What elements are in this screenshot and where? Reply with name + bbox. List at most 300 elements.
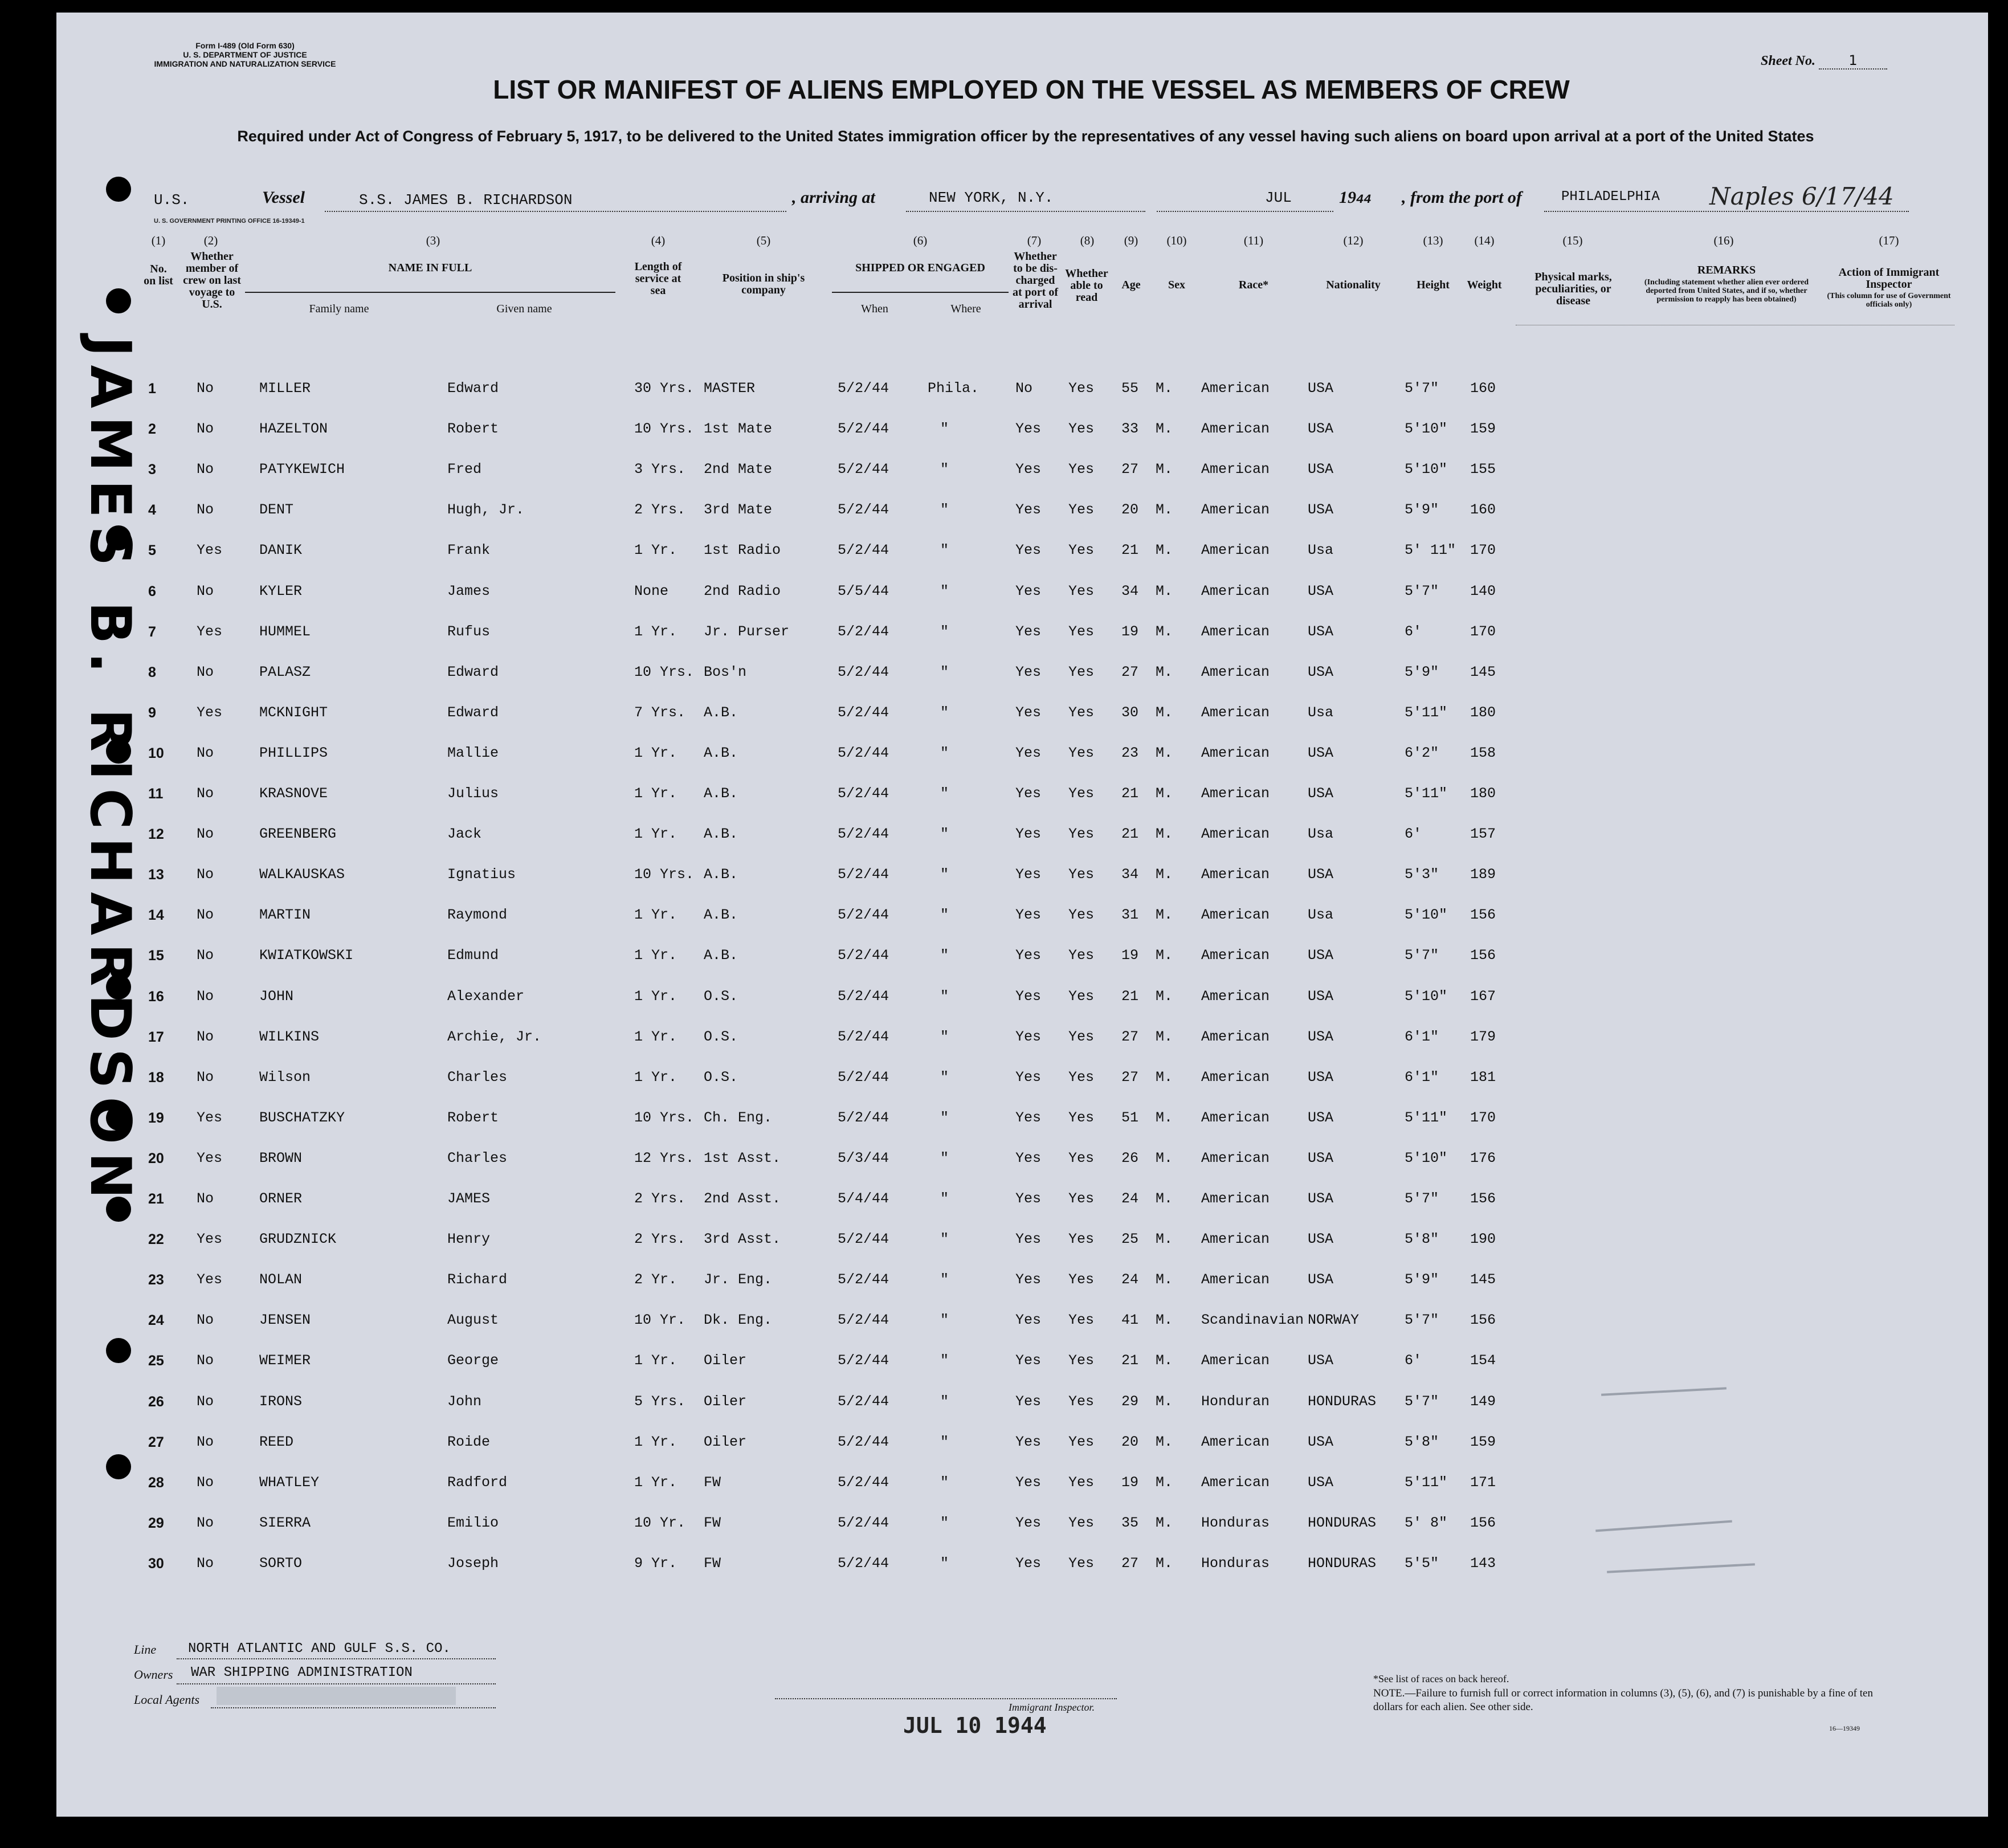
- position-cell: 2nd Radio: [704, 582, 781, 599]
- vessel-label: Vessel: [262, 188, 305, 207]
- col-num: (6): [913, 234, 928, 247]
- table-row: [0, 1268, 1932, 1308]
- table-row: [0, 539, 1932, 579]
- given-name-cell: Mallie: [447, 744, 499, 761]
- nationality-cell: HONDURAS: [1308, 1393, 1377, 1410]
- shipped-where-cell: ": [940, 1271, 949, 1288]
- arriving-label: , arriving at: [792, 188, 875, 207]
- service-length-cell: 9 Yr.: [634, 1555, 678, 1572]
- given-name-cell: Ignatius: [447, 866, 516, 883]
- sex-cell: M.: [1156, 421, 1173, 438]
- age-cell: 51: [1121, 1109, 1139, 1126]
- height-cell: 5'7": [1405, 947, 1439, 964]
- position-cell: A.B.: [704, 866, 738, 883]
- given-name-cell: Joseph: [447, 1555, 499, 1572]
- given-name-cell: Rufus: [447, 623, 491, 640]
- weight-cell: 160: [1470, 380, 1496, 397]
- shipped-where-cell: ": [940, 988, 949, 1005]
- given-name-cell: JAMES: [447, 1190, 491, 1207]
- race-cell: Honduras: [1201, 1514, 1270, 1531]
- sex-cell: M.: [1156, 1433, 1173, 1450]
- age-cell: 55: [1121, 380, 1139, 397]
- shipped-where-cell: ": [940, 1393, 949, 1410]
- sheet-label: Sheet No.: [1761, 54, 1815, 68]
- shipped-when-cell: 5/2/44: [838, 1068, 889, 1086]
- weight-cell: 145: [1470, 1271, 1496, 1288]
- service-length-cell: 5 Yrs.: [634, 1393, 686, 1410]
- weight-cell: 156: [1470, 1312, 1496, 1329]
- row-number-cell: 1: [148, 381, 156, 397]
- service-length-cell: 10 Yrs.: [634, 1109, 695, 1126]
- position-cell: 3rd Asst.: [704, 1231, 781, 1248]
- age-cell: 24: [1121, 1271, 1139, 1288]
- age-cell: 25: [1121, 1231, 1139, 1248]
- family-name-cell: JENSEN: [259, 1312, 311, 1329]
- vessel-line: [154, 182, 1977, 217]
- able-to-read-cell: Yes: [1068, 907, 1095, 924]
- shipped-when-cell: 5/2/44: [838, 704, 889, 721]
- weight-cell: 156: [1470, 1514, 1496, 1531]
- service-length-cell: 1 Yr.: [634, 1068, 678, 1086]
- sex-cell: M.: [1156, 866, 1173, 883]
- discharged-cell: Yes: [1015, 1190, 1042, 1207]
- service-length-cell: 10 Yrs.: [634, 866, 695, 883]
- given-name-cell: Fred: [447, 461, 482, 478]
- table-row: [0, 904, 1932, 944]
- line-value: NORTH ATLANTIC AND GULF S.S. CO.: [188, 1641, 451, 1657]
- family-name-cell: DENT: [259, 501, 294, 519]
- owners-label: Owners: [134, 1667, 173, 1682]
- height-cell: 5'10": [1405, 1149, 1448, 1166]
- position-cell: Bos'n: [704, 663, 747, 680]
- header-remarks: REMARKS: [1697, 264, 1756, 276]
- nationality-cell: USA: [1308, 1352, 1334, 1369]
- age-cell: 21: [1121, 988, 1139, 1005]
- service-length-cell: 3 Yrs.: [634, 461, 686, 478]
- header-name: NAME IN FULL: [388, 262, 472, 274]
- col-num: (2): [203, 234, 218, 247]
- last-voyage-cell: No: [197, 1190, 214, 1207]
- form-id-block: [137, 41, 353, 68]
- race-cell: American: [1201, 1068, 1270, 1086]
- form-id-line: U. S. DEPARTMENT OF JUSTICE: [183, 50, 307, 59]
- nationality-cell: USA: [1308, 421, 1334, 438]
- header-no: No. on list: [144, 263, 173, 287]
- height-cell: 6'1": [1405, 1028, 1439, 1045]
- last-voyage-cell: No: [197, 947, 214, 964]
- able-to-read-cell: Yes: [1068, 1474, 1095, 1491]
- last-voyage-cell: No: [197, 582, 214, 599]
- weight-cell: 145: [1470, 663, 1496, 680]
- sheet-value: 1: [1819, 52, 1887, 70]
- row-number-cell: 9: [148, 704, 156, 721]
- shipped-when-cell: 5/2/44: [838, 1109, 889, 1126]
- table-row: [0, 742, 1932, 782]
- nationality-cell: USA: [1308, 947, 1334, 964]
- col-num: (17): [1879, 234, 1899, 247]
- row-number-cell: 26: [148, 1393, 164, 1410]
- age-cell: 34: [1121, 866, 1139, 883]
- date-stamp: JUL 10 1944: [903, 1713, 1047, 1738]
- discharged-cell: Yes: [1015, 1474, 1042, 1491]
- header-length: Length of service at sea: [634, 260, 682, 297]
- shipped-when-cell: 5/2/44: [838, 1393, 889, 1410]
- shipped-when-cell: 5/2/44: [838, 461, 889, 478]
- row-number-cell: 16: [148, 988, 164, 1005]
- col-num: (5): [756, 234, 771, 247]
- service-length-cell: 10 Yrs.: [634, 663, 695, 680]
- age-cell: 33: [1121, 421, 1139, 438]
- agents-label: Local Agents: [134, 1692, 200, 1707]
- header-family-name: Family name: [309, 303, 369, 315]
- row-number-cell: 15: [148, 948, 164, 964]
- family-name-cell: DANIK: [259, 542, 303, 559]
- position-cell: FW: [704, 1514, 721, 1531]
- age-cell: 30: [1121, 704, 1139, 721]
- table-row: [0, 823, 1932, 863]
- age-cell: 24: [1121, 1190, 1139, 1207]
- service-length-cell: 1 Yr.: [634, 1474, 678, 1491]
- able-to-read-cell: Yes: [1068, 947, 1095, 964]
- height-cell: 5' 8": [1405, 1514, 1448, 1531]
- failure-note: NOTE.—Failure to furnish full or correct information in columns (3), (5), (6), and (7) is punishable by a fine of ten dollars for each alien. See other side.: [1373, 1687, 1873, 1713]
- table-row: [0, 1147, 1932, 1187]
- given-name-cell: John: [447, 1393, 482, 1410]
- sex-cell: M.: [1156, 1068, 1173, 1086]
- shipped-where-cell: ": [940, 1231, 949, 1248]
- service-length-cell: 2 Yrs.: [634, 1190, 686, 1207]
- family-name-cell: MILLER: [259, 380, 311, 397]
- inspector-label: Immigrant Inspector.: [1009, 1702, 1095, 1713]
- discharged-cell: Yes: [1015, 1149, 1042, 1166]
- service-length-cell: 2 Yr.: [634, 1271, 678, 1288]
- table-row: [0, 1188, 1932, 1227]
- shipped-where-cell: ": [940, 1352, 949, 1369]
- sex-cell: M.: [1156, 785, 1173, 802]
- vessel-flag: U.S.: [154, 191, 190, 209]
- race-cell: American: [1201, 988, 1270, 1005]
- position-cell: A.B.: [704, 826, 738, 843]
- discharged-cell: Yes: [1015, 866, 1042, 883]
- service-length-cell: 10 Yr.: [634, 1312, 686, 1329]
- weight-cell: 180: [1470, 785, 1496, 802]
- shipped-where-cell: ": [940, 1109, 949, 1126]
- position-cell: A.B.: [704, 947, 738, 964]
- race-cell: American: [1201, 1149, 1270, 1166]
- discharged-cell: Yes: [1015, 988, 1042, 1005]
- discharged-cell: No: [1015, 380, 1033, 397]
- sex-cell: M.: [1156, 1474, 1173, 1491]
- shipped-when-cell: 5/2/44: [838, 1271, 889, 1288]
- family-name-cell: Wilson: [259, 1068, 311, 1086]
- shipped-where-cell: ": [940, 1514, 949, 1531]
- family-name-cell: BROWN: [259, 1149, 303, 1166]
- last-voyage-cell: Yes: [197, 1109, 223, 1126]
- header-nationality: Nationality: [1326, 279, 1381, 291]
- race-cell: American: [1201, 663, 1270, 680]
- last-voyage-cell: No: [197, 663, 214, 680]
- nationality-cell: USA: [1308, 988, 1334, 1005]
- height-cell: 5'8": [1405, 1231, 1439, 1248]
- service-length-cell: 2 Yrs.: [634, 501, 686, 519]
- table-row: [0, 1512, 1932, 1552]
- discharged-cell: Yes: [1015, 421, 1042, 438]
- race-cell: Honduras: [1201, 1555, 1270, 1572]
- given-name-cell: Jack: [447, 826, 482, 843]
- race-cell: American: [1201, 1271, 1270, 1288]
- family-name-cell: NOLAN: [259, 1271, 303, 1288]
- position-cell: Oiler: [704, 1393, 747, 1410]
- discharged-cell: Yes: [1015, 1514, 1042, 1531]
- discharged-cell: Yes: [1015, 1068, 1042, 1086]
- race-cell: American: [1201, 907, 1270, 924]
- weight-cell: 159: [1470, 1433, 1496, 1450]
- service-length-cell: 1 Yr.: [634, 1028, 678, 1045]
- family-name-cell: KYLER: [259, 582, 303, 599]
- given-name-cell: Edmund: [447, 947, 499, 964]
- race-cell: American: [1201, 501, 1270, 519]
- weight-cell: 170: [1470, 542, 1496, 559]
- nationality-cell: USA: [1308, 663, 1334, 680]
- age-cell: 27: [1121, 1555, 1139, 1572]
- punch-hole: [106, 288, 131, 313]
- nationality-cell: USA: [1308, 461, 1334, 478]
- service-length-cell: 1 Yr.: [634, 988, 678, 1005]
- arriving-port: NEW YORK, N.Y.: [929, 189, 1054, 206]
- weight-cell: 149: [1470, 1393, 1496, 1410]
- row-number-cell: 5: [148, 542, 156, 559]
- position-cell: Ch. Eng.: [704, 1109, 773, 1126]
- height-cell: 6': [1405, 1352, 1422, 1369]
- shipped-where-cell: ": [940, 785, 949, 802]
- vessel-name: S.S. JAMES B. RICHARDSON: [359, 191, 573, 209]
- header-where: Where: [950, 303, 981, 315]
- shipped-where-cell: ": [940, 461, 949, 478]
- position-cell: Oiler: [704, 1352, 747, 1369]
- given-name-cell: Emilio: [447, 1514, 499, 1531]
- family-name-cell: ORNER: [259, 1190, 303, 1207]
- age-cell: 21: [1121, 542, 1139, 559]
- age-cell: 41: [1121, 1312, 1139, 1329]
- given-name-cell: Robert: [447, 1109, 499, 1126]
- nationality-cell: USA: [1308, 1028, 1334, 1045]
- table-row: [0, 1471, 1932, 1511]
- nationality-cell: USA: [1308, 501, 1334, 519]
- weight-cell: 156: [1470, 1190, 1496, 1207]
- col-num: (11): [1243, 234, 1264, 247]
- last-voyage-cell: Yes: [197, 623, 223, 640]
- height-cell: 5' 11": [1405, 542, 1456, 559]
- given-name-cell: Roide: [447, 1433, 491, 1450]
- service-length-cell: 12 Yrs.: [634, 1149, 695, 1166]
- row-number-cell: 13: [148, 867, 164, 883]
- given-name-cell: Robert: [447, 421, 499, 438]
- discharged-cell: Yes: [1015, 1028, 1042, 1045]
- able-to-read-cell: Yes: [1068, 826, 1095, 843]
- nationality-cell: USA: [1308, 1068, 1334, 1086]
- row-number-cell: 20: [148, 1150, 164, 1166]
- nationality-cell: HONDURAS: [1308, 1514, 1377, 1531]
- race-cell: American: [1201, 704, 1270, 721]
- header-height: Height: [1417, 279, 1450, 291]
- given-name-cell: Archie, Jr.: [447, 1028, 542, 1045]
- punch-hole: [106, 177, 131, 202]
- height-cell: 5'8": [1405, 1433, 1439, 1450]
- nationality-cell: USA: [1308, 1190, 1334, 1207]
- table-row: [0, 458, 1932, 498]
- last-voyage-cell: No: [197, 461, 214, 478]
- weight-cell: 167: [1470, 988, 1496, 1005]
- race-cell: American: [1201, 542, 1270, 559]
- col-num: (7): [1027, 234, 1042, 247]
- discharged-cell: Yes: [1015, 1312, 1042, 1329]
- shipped-where-cell: ": [940, 866, 949, 883]
- weight-cell: 156: [1470, 947, 1496, 964]
- last-voyage-cell: No: [197, 1068, 214, 1086]
- height-cell: 5'10": [1405, 907, 1448, 924]
- weight-cell: 143: [1470, 1555, 1496, 1572]
- service-length-cell: 1 Yr.: [634, 1433, 678, 1450]
- race-cell: American: [1201, 1433, 1270, 1450]
- shipped-when-cell: 5/2/44: [838, 744, 889, 761]
- shipped-when-cell: 5/2/44: [838, 785, 889, 802]
- table-row: [0, 499, 1932, 539]
- sex-cell: M.: [1156, 1514, 1173, 1531]
- nationality-cell: USA: [1308, 582, 1334, 599]
- shipped-where-cell: ": [940, 501, 949, 519]
- age-cell: 19: [1121, 947, 1139, 964]
- discharged-cell: Yes: [1015, 826, 1042, 843]
- header-action-note: (This column for use of Government officials only): [1827, 292, 1951, 309]
- sex-cell: M.: [1156, 1271, 1173, 1288]
- weight-cell: 156: [1470, 907, 1496, 924]
- able-to-read-cell: Yes: [1068, 866, 1095, 883]
- last-voyage-cell: No: [197, 1514, 214, 1531]
- discharged-cell: Yes: [1015, 704, 1042, 721]
- sex-cell: M.: [1156, 1028, 1173, 1045]
- able-to-read-cell: Yes: [1068, 501, 1095, 519]
- height-cell: 5'9": [1405, 501, 1439, 519]
- row-number-cell: 8: [148, 664, 156, 680]
- table-row: [0, 944, 1932, 984]
- weight-cell: 170: [1470, 623, 1496, 640]
- position-cell: 1st Asst.: [704, 1149, 781, 1166]
- sex-cell: M.: [1156, 947, 1173, 964]
- nationality-cell: USA: [1308, 785, 1334, 802]
- shipped-when-cell: 5/2/44: [838, 421, 889, 438]
- position-cell: FW: [704, 1474, 721, 1491]
- height-cell: 6': [1405, 623, 1422, 640]
- last-voyage-cell: No: [197, 785, 214, 802]
- col-num: (8): [1080, 234, 1095, 247]
- shipped-where-cell: ": [940, 1555, 949, 1572]
- discharged-cell: Yes: [1015, 582, 1042, 599]
- race-cell: American: [1201, 380, 1270, 397]
- discharged-cell: Yes: [1015, 1271, 1042, 1288]
- discharged-cell: Yes: [1015, 785, 1042, 802]
- last-voyage-cell: No: [197, 1312, 214, 1329]
- shipped-where-cell: ": [940, 1433, 949, 1450]
- header-sex: Sex: [1168, 279, 1185, 291]
- age-cell: 21: [1121, 785, 1139, 802]
- age-cell: 23: [1121, 744, 1139, 761]
- able-to-read-cell: Yes: [1068, 461, 1095, 478]
- given-name-cell: Alexander: [447, 988, 525, 1005]
- nationality-cell: HONDURAS: [1308, 1555, 1377, 1572]
- discharged-cell: Yes: [1015, 461, 1042, 478]
- height-cell: 6'2": [1405, 744, 1439, 761]
- height-cell: 5'3": [1405, 866, 1439, 883]
- age-cell: 35: [1121, 1514, 1139, 1531]
- discharged-cell: Yes: [1015, 1555, 1042, 1572]
- row-number-cell: 25: [148, 1353, 164, 1369]
- shipped-when-cell: 5/2/44: [838, 988, 889, 1005]
- able-to-read-cell: Yes: [1068, 542, 1095, 559]
- height-cell: 5'5": [1405, 1555, 1439, 1572]
- sex-cell: M.: [1156, 1190, 1173, 1207]
- table-row: [0, 580, 1932, 620]
- nationality-cell: USA: [1308, 1149, 1334, 1166]
- year-prefix: 19: [1339, 188, 1356, 207]
- header-position: Position in ship's company: [722, 272, 805, 296]
- family-name-cell: GREENBERG: [259, 826, 337, 843]
- last-voyage-cell: No: [197, 421, 214, 438]
- sex-cell: M.: [1156, 1393, 1173, 1410]
- service-length-cell: 7 Yrs.: [634, 704, 686, 721]
- shipped-where-cell: ": [940, 947, 949, 964]
- row-number-cell: 12: [148, 826, 164, 843]
- given-name-cell: George: [447, 1352, 499, 1369]
- sex-cell: M.: [1156, 988, 1173, 1005]
- line-label: Line: [134, 1642, 157, 1657]
- age-cell: 21: [1121, 1352, 1139, 1369]
- weight-cell: 179: [1470, 1028, 1496, 1045]
- shipped-when-cell: 5/2/44: [838, 501, 889, 519]
- given-name-cell: Edward: [447, 704, 499, 721]
- nationality-cell: USA: [1308, 380, 1334, 397]
- row-number-cell: 6: [148, 583, 156, 599]
- race-cell: American: [1201, 582, 1270, 599]
- header-weight: Weight: [1467, 279, 1502, 291]
- family-name-cell: PATYKEWICH: [259, 461, 345, 478]
- shipped-where-cell: ": [940, 704, 949, 721]
- weight-cell: 171: [1470, 1474, 1496, 1491]
- nationality-cell: USA: [1308, 744, 1334, 761]
- shipped-where-cell: ": [940, 1312, 949, 1329]
- able-to-read-cell: Yes: [1068, 1109, 1095, 1126]
- sex-cell: M.: [1156, 826, 1173, 843]
- position-cell: O.S.: [704, 1028, 738, 1045]
- family-name-cell: MCKNIGHT: [259, 704, 328, 721]
- service-length-cell: None: [634, 582, 669, 599]
- family-name-cell: KWIATKOWSKI: [259, 947, 354, 964]
- family-name-cell: WILKINS: [259, 1028, 320, 1045]
- able-to-read-cell: Yes: [1068, 1028, 1095, 1045]
- row-number-cell: 21: [148, 1191, 164, 1207]
- last-voyage-cell: No: [197, 501, 214, 519]
- sex-cell: M.: [1156, 461, 1173, 478]
- shipped-when-cell: 5/2/44: [838, 380, 889, 397]
- from-port-label: , from the port of: [1402, 188, 1522, 207]
- arrival-date: JUL: [1265, 189, 1292, 206]
- shipped-when-cell: 5/2/44: [838, 1352, 889, 1369]
- family-name-cell: IRONS: [259, 1393, 303, 1410]
- table-row: [0, 1349, 1932, 1389]
- table-row: [0, 1309, 1932, 1349]
- nationality-cell: USA: [1308, 1109, 1334, 1126]
- sheet-number: [1761, 52, 1887, 70]
- race-cell: American: [1201, 785, 1270, 802]
